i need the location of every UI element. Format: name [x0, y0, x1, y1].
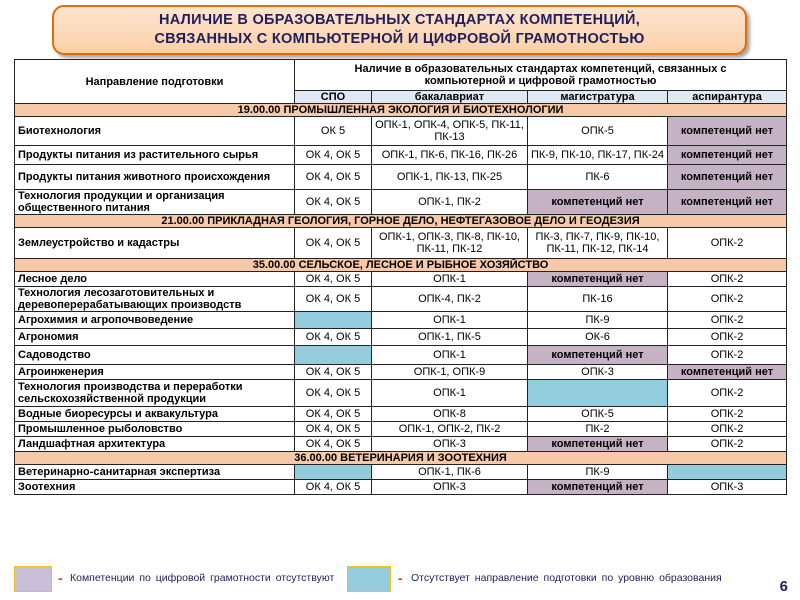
- cell-bakalavriat: ОПК-3: [372, 480, 528, 495]
- section-row: [15, 215, 787, 228]
- cell-spo: ОК 4, ОК 5: [295, 380, 372, 407]
- table-row: [15, 407, 787, 422]
- cell-spo: [295, 312, 372, 329]
- legend-text-no-competence: Компетенции по цифровой грамотности отсутствуют: [70, 572, 335, 584]
- cell-bakalavriat: ОПК-1, ПК-2: [372, 190, 528, 215]
- cell-magistratura: компетенций нет: [528, 437, 668, 452]
- cell-magistratura: [528, 380, 668, 407]
- cell-aspirantura: компетенций нет: [668, 165, 787, 190]
- cell-magistratura: ОПК-5: [528, 117, 668, 146]
- cell-bakalavriat: ОПК-1: [372, 272, 528, 287]
- direction-name: Продукты питания из растительного сырья: [15, 146, 295, 165]
- header-spo: СПО: [295, 91, 372, 104]
- direction-name: Ветеринарно-санитарная экспертиза: [15, 465, 295, 480]
- header-aspirantura: аспирантура: [668, 91, 787, 104]
- table-row: [15, 422, 787, 437]
- cell-spo: [295, 465, 372, 480]
- cell-aspirantura: компетенций нет: [668, 190, 787, 215]
- cell-bakalavriat: ОПК-1, ОПК-3, ПК-8, ПК-10, ПК-11, ПК-12: [372, 228, 528, 259]
- direction-name: Продукты питания животного происхождения: [15, 165, 295, 190]
- direction-name: Агрохимия и агропочвоведение: [15, 312, 295, 329]
- direction-name: Биотехнология: [15, 117, 295, 146]
- table-row: [15, 312, 787, 329]
- table-row: [15, 346, 787, 365]
- cell-aspirantura: ОПК-2: [668, 422, 787, 437]
- cell-bakalavriat: ОПК-8: [372, 407, 528, 422]
- table-row: [15, 146, 787, 165]
- cell-spo: ОК 4, ОК 5: [295, 146, 372, 165]
- legend-dash-2: -: [398, 570, 403, 586]
- direction-name: Лесное дело: [15, 272, 295, 287]
- cell-aspirantura: ОПК-2: [668, 407, 787, 422]
- direction-name: Водные биоресурсы и аквакультура: [15, 407, 295, 422]
- section-row: [15, 259, 787, 272]
- cell-spo: ОК 4, ОК 5: [295, 422, 372, 437]
- table-row: [15, 190, 787, 215]
- header-presence: Наличие в образовательных стандартах компетенций, связанных с компьютерной и цифровой грамотностью: [295, 60, 787, 91]
- cell-spo: ОК 4, ОК 5: [295, 365, 372, 380]
- section-title: 21.00.00 ПРИКЛАДНАЯ ГЕОЛОГИЯ, ГОРНОЕ ДЕЛО, НЕФТЕГАЗОВОЕ ДЕЛО И ГЕОДЕЗИЯ: [15, 215, 787, 228]
- table-row: [15, 228, 787, 259]
- cell-spo: ОК 4, ОК 5: [295, 228, 372, 259]
- cell-magistratura: ПК-9: [528, 312, 668, 329]
- cell-bakalavriat: ОПК-4, ПК-2: [372, 287, 528, 312]
- cell-magistratura: ОПК-5: [528, 407, 668, 422]
- cell-aspirantura: ОПК-2: [668, 380, 787, 407]
- cell-aspirantura: ОПК-3: [668, 480, 787, 495]
- direction-name: Агроинженерия: [15, 365, 295, 380]
- cell-aspirantura: ОПК-2: [668, 287, 787, 312]
- direction-name: Технология продукции и организация общественного питания: [15, 190, 295, 215]
- table-row: [15, 365, 787, 380]
- header-bakalavriat: бакалавриат: [372, 91, 528, 104]
- cell-magistratura: ПК-9, ПК-10, ПК-17, ПК-24: [528, 146, 668, 165]
- cell-bakalavriat: ОПК-1, ОПК-9: [372, 365, 528, 380]
- cell-bakalavriat: ОПК-1, ОПК-2, ПК-2: [372, 422, 528, 437]
- cell-magistratura: компетенций нет: [528, 480, 668, 495]
- section-row: [15, 452, 787, 465]
- cell-magistratura: компетенций нет: [528, 190, 668, 215]
- slide-title-box: [52, 5, 747, 55]
- table-row: [15, 272, 787, 287]
- cell-aspirantura: ОПК-2: [668, 346, 787, 365]
- table-row: [15, 480, 787, 495]
- slide-title-line2: СВЯЗАННЫХ С КОМПЬЮТЕРНОЙ И ЦИФРОВОЙ ГРАМОТНОСТЬЮ: [154, 31, 645, 47]
- section-row: [15, 104, 787, 117]
- section-title: 35.00.00 СЕЛЬСКОЕ, ЛЕСНОЕ И РЫБНОЕ ХОЗЯЙСТВО: [15, 259, 787, 272]
- table-header-row: [15, 60, 787, 91]
- cell-magistratura: ПК-6: [528, 165, 668, 190]
- direction-name: Садоводство: [15, 346, 295, 365]
- slide-title-line1: НАЛИЧИЕ В ОБРАЗОВАТЕЛЬНЫХ СТАНДАРТАХ КОМПЕТЕНЦИЙ,: [158, 12, 641, 28]
- cell-bakalavriat: ОПК-1, ПК-13, ПК-25: [372, 165, 528, 190]
- cell-aspirantura: [668, 465, 787, 480]
- direction-name: Землеустройство и кадастры: [15, 228, 295, 259]
- cell-aspirantura: компетенций нет: [668, 365, 787, 380]
- cell-bakalavriat: ОПК-1, ОПК-4, ОПК-5, ПК-11, ПК-13: [372, 117, 528, 146]
- cell-magistratura: ОПК-3: [528, 365, 668, 380]
- cell-magistratura: ПК-9: [528, 465, 668, 480]
- cell-bakalavriat: ОПК-1, ПК-6: [372, 465, 528, 480]
- legend-dash-1: -: [58, 570, 63, 586]
- section-title: 36.00.00 ВЕТЕРИНАРИЯ И ЗООТЕХНИЯ: [15, 452, 787, 465]
- cell-magistratura: ОК-6: [528, 329, 668, 346]
- cell-bakalavriat: ОПК-1: [372, 312, 528, 329]
- cell-spo: ОК 4, ОК 5: [295, 407, 372, 422]
- cell-magistratura: ПК-2: [528, 422, 668, 437]
- direction-name: Ландшафтная архитектура: [15, 437, 295, 452]
- cell-aspirantura: ОПК-2: [668, 312, 787, 329]
- cell-spo: ОК 4, ОК 5: [295, 165, 372, 190]
- cell-spo: [295, 346, 372, 365]
- table-row: [15, 287, 787, 312]
- cell-spo: ОК 4, ОК 5: [295, 190, 372, 215]
- section-title: 19.00.00 ПРОМЫШЛЕННАЯ ЭКОЛОГИЯ И БИОТЕХНОЛОГИИ: [15, 104, 787, 117]
- direction-name: Технология производства и переработки сельскохозяйственной продукции: [15, 380, 295, 407]
- header-magistratura: магистратура: [528, 91, 668, 104]
- cell-spo: ОК 4, ОК 5: [295, 437, 372, 452]
- cell-bakalavriat: ОПК-1: [372, 346, 528, 365]
- direction-name: Промышленное рыболовство: [15, 422, 295, 437]
- table-row: [15, 437, 787, 452]
- cell-aspirantura: компетенций нет: [668, 117, 787, 146]
- direction-name: Агрономия: [15, 329, 295, 346]
- direction-name: Технология лесозаготовительных и деревоперерабатывающих производств: [15, 287, 295, 312]
- table-row: [15, 165, 787, 190]
- cell-aspirantura: ОПК-2: [668, 329, 787, 346]
- cell-aspirantura: компетенций нет: [668, 146, 787, 165]
- cell-bakalavriat: ОПК-1, ПК-6, ПК-16, ПК-26: [372, 146, 528, 165]
- page-number: 6: [779, 578, 788, 595]
- cell-magistratura: ПК-16: [528, 287, 668, 312]
- table-row: [15, 380, 787, 407]
- cell-aspirantura: ОПК-2: [668, 437, 787, 452]
- table-row: [15, 329, 787, 346]
- direction-name: Зоотехния: [15, 480, 295, 495]
- cell-magistratura: ПК-3, ПК-7, ПК-9, ПК-10, ПК-11, ПК-12, ПК-14: [528, 228, 668, 259]
- table-row: [15, 465, 787, 480]
- competencies-table: [14, 59, 787, 495]
- cell-bakalavriat: ОПК-3: [372, 437, 528, 452]
- legend-swatch-no-direction: [347, 566, 391, 592]
- cell-magistratura: компетенций нет: [528, 346, 668, 365]
- cell-bakalavriat: ОПК-1: [372, 380, 528, 407]
- table-row: [15, 117, 787, 146]
- cell-spo: ОК 5: [295, 117, 372, 146]
- cell-spo: ОК 4, ОК 5: [295, 480, 372, 495]
- cell-magistratura: компетенций нет: [528, 272, 668, 287]
- cell-aspirantura: ОПК-2: [668, 272, 787, 287]
- cell-spo: ОК 4, ОК 5: [295, 287, 372, 312]
- cell-bakalavriat: ОПК-1, ПК-5: [372, 329, 528, 346]
- legend-swatch-no-competence: [14, 566, 52, 592]
- legend-text-no-direction: Отсутствует направление подготовки по уровню образования: [411, 572, 722, 584]
- cell-aspirantura: ОПК-2: [668, 228, 787, 259]
- cell-spo: ОК 4, ОК 5: [295, 329, 372, 346]
- header-direction: Направление подготовки: [15, 60, 295, 104]
- cell-spo: ОК 4, ОК 5: [295, 272, 372, 287]
